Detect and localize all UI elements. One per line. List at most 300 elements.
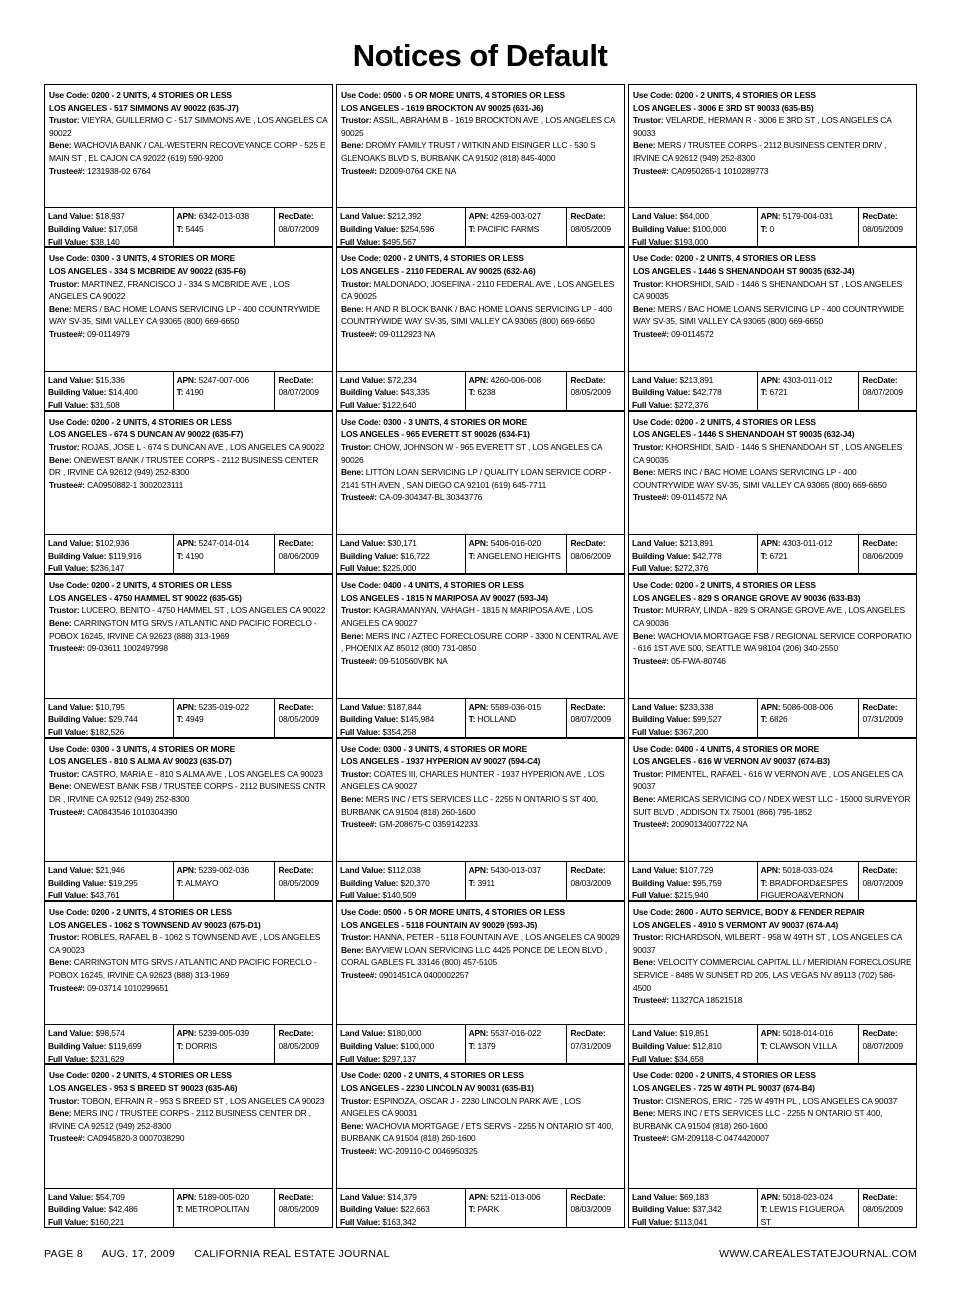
land-value	[632, 210, 754, 223]
tract	[177, 386, 272, 399]
land-value-value: $213,891	[679, 374, 714, 385]
land-value-label: Land Value:	[340, 374, 386, 385]
apn	[761, 1027, 856, 1040]
full-value-value: $38,140	[90, 236, 120, 247]
land-value-value: $213,891	[679, 538, 714, 549]
recdate-value: 07/31/2009	[862, 714, 903, 725]
tract-label: T:	[760, 1204, 768, 1215]
full-value-label: Full Value:	[48, 890, 89, 901]
use-code: Use Code: 0200 - 2 UNITS, 4 STORIES OR LESS	[633, 90, 816, 100]
full-value	[340, 562, 462, 575]
use-code: Use Code: 0300 - 3 UNITS, 4 STORIES OR MORE	[49, 253, 236, 264]
trustee-number	[633, 994, 912, 1007]
apn	[761, 210, 856, 223]
notice-entry	[628, 411, 917, 574]
full-value	[340, 1216, 462, 1229]
notice-details	[628, 84, 917, 207]
trustor	[633, 931, 912, 956]
building-value-value: $14,400	[108, 387, 138, 398]
recdate-value: 08/05/2009	[278, 1204, 319, 1215]
notice-details	[336, 738, 625, 861]
tract	[469, 550, 564, 563]
notice-values	[44, 1024, 333, 1064]
apn-label: APN:	[468, 211, 489, 222]
full-value-value: $182,526	[90, 726, 125, 737]
full-value-label: Full Value:	[632, 890, 673, 901]
land-value-value: $72,234	[387, 374, 417, 385]
building-value	[340, 877, 462, 890]
land-value-value: $64,000	[679, 211, 709, 222]
building-value-label: Building Value:	[632, 387, 691, 398]
notice-details	[336, 411, 625, 534]
apn-cell	[758, 699, 860, 737]
apn-value: 5189-005-020	[198, 1191, 249, 1202]
tract-value: 6826	[769, 714, 788, 725]
beneficiary	[49, 780, 328, 805]
full-value-value: $122,640	[382, 399, 417, 410]
full-value-label: Full Value:	[48, 236, 89, 247]
tract-value: 6721	[769, 550, 788, 561]
beneficiary-label: Bene:	[341, 140, 364, 151]
recdate-cell	[859, 1189, 916, 1227]
use-code: Use Code: 0200 - 2 UNITS, 4 STORIES OR LESS	[633, 580, 816, 591]
full-value	[632, 1053, 754, 1066]
use-code: Use Code: 0500 - 5 OR MORE UNITS, 4 STORIES OR LESS	[341, 90, 565, 100]
recdate-cell	[567, 372, 624, 410]
value-cell	[337, 1025, 466, 1063]
building-value-value: $37,342	[692, 1204, 722, 1215]
apn-cell	[466, 372, 568, 410]
building-value-value: $99,527	[692, 714, 722, 725]
recdate-value: 08/05/2009	[278, 1040, 319, 1051]
trustee-number	[49, 982, 328, 995]
land-value-value: $18,937	[95, 211, 125, 222]
trustor	[49, 1095, 328, 1108]
building-value	[48, 550, 170, 563]
apn-value: 5211-013-006	[490, 1191, 541, 1202]
recdate-value: 08/05/2009	[278, 714, 319, 725]
apn	[761, 537, 856, 550]
beneficiary-value: WACHOVIA MORTGAGE FSB / REGIONAL SERVICE CORPORATIO - 616 1ST AVE 500, SEATTLE WA 98104 (206) 340-2550	[633, 630, 912, 654]
apn-value: 5430-013-037	[490, 864, 541, 875]
land-value-label: Land Value:	[340, 701, 386, 712]
full-value-value: $34,658	[674, 1053, 704, 1064]
trustor-label: Trustor:	[49, 768, 80, 779]
trustor-value: COATES III, CHARLES HUNTER - 1937 HYPERION AVE , LOS ANGELES CA 90027	[341, 768, 605, 792]
value-cell	[337, 699, 466, 737]
trustor	[341, 278, 620, 303]
land-value	[340, 537, 462, 550]
tract-label: T:	[760, 877, 768, 888]
building-value-label: Building Value:	[340, 877, 399, 888]
trustee-number-value: WC-209110-C 0046950325	[379, 1145, 478, 1156]
beneficiary-label: Bene:	[49, 140, 72, 151]
apn	[469, 864, 564, 877]
beneficiary-label: Bene:	[633, 467, 656, 478]
recdate-label: RecDate:	[570, 1028, 606, 1039]
use-code: Use Code: 0300 - 3 UNITS, 4 STORIES OR MORE	[341, 416, 528, 427]
building-value-label: Building Value:	[340, 387, 399, 398]
trustor-value: CHOW, JOHNSON W - 965 EVERETT ST , LOS ANGELES CA 90026	[341, 441, 602, 465]
notice-entry	[44, 411, 333, 574]
tract-value: CLAWSON V1LLA	[769, 1040, 837, 1051]
apn-value: 5086-008-006	[782, 701, 833, 712]
tract	[761, 713, 856, 726]
land-value-value: $233,338	[679, 701, 714, 712]
land-value	[340, 701, 462, 714]
apn-cell	[174, 862, 276, 900]
beneficiary-label: Bene:	[633, 793, 656, 804]
property-address: LOS ANGELES - 1815 N MARIPOSA AV 90027 (593-J4)	[341, 592, 548, 603]
use-code: Use Code: 0200 - 2 UNITS, 4 STORIES OR LESS	[633, 416, 816, 427]
land-value-label: Land Value:	[48, 538, 94, 549]
trustor-value: RICHARDSON, WILBERT - 958 W 49TH ST , LOS ANGELES CA 90037	[633, 932, 902, 955]
full-value	[632, 889, 754, 902]
land-value	[48, 864, 170, 877]
value-cell	[45, 372, 174, 410]
trustee-number-label: Trustee#:	[633, 995, 669, 1006]
land-value-value: $102,936	[95, 538, 130, 549]
full-value-value: $495,567	[382, 236, 417, 247]
tract	[469, 386, 564, 399]
property-address: LOS ANGELES - 953 S BREED ST 90023 (635-A6)	[49, 1082, 238, 1093]
recdate-cell	[859, 862, 916, 900]
land-value	[632, 374, 754, 387]
apn-label: APN:	[760, 374, 781, 385]
apn	[469, 210, 564, 223]
value-cell	[337, 535, 466, 573]
tract	[177, 223, 272, 236]
apn-label: APN:	[176, 374, 197, 385]
tract-label: T:	[468, 1204, 476, 1215]
apn-value: 4260-006-008	[490, 374, 541, 385]
apn-cell	[466, 208, 568, 246]
recdate-cell	[275, 1025, 332, 1063]
trustor	[341, 1095, 620, 1120]
notice-entry	[628, 901, 917, 1064]
apn-cell	[758, 208, 860, 246]
tract-value: DORRIS	[185, 1040, 218, 1051]
recdate-label: RecDate:	[862, 701, 898, 712]
building-value-value: $16,722	[400, 550, 430, 561]
trustee-number-label: Trustee#:	[633, 165, 669, 176]
tract-value: 6238	[477, 387, 496, 398]
tract-label: T:	[176, 1204, 184, 1215]
land-value-value: $14,379	[387, 1191, 417, 1202]
trustor-value: ASSIL, ABRAHAM B - 1619 BROCKTON AVE , LOS ANGELES CA 90025	[341, 115, 615, 138]
notice-details	[336, 574, 625, 697]
apn-label: APN:	[468, 538, 489, 549]
recdate-label: RecDate:	[570, 374, 606, 385]
notice-values	[44, 861, 333, 901]
notice-values	[336, 371, 625, 411]
apn-cell	[174, 535, 276, 573]
full-value	[48, 236, 170, 249]
trustor	[49, 768, 328, 781]
beneficiary	[633, 630, 912, 655]
notice-details	[628, 411, 917, 534]
building-value	[632, 550, 754, 563]
trustee-number-value: 11327CA 18521518	[671, 995, 743, 1006]
full-value-label: Full Value:	[632, 563, 673, 574]
trustor-value: LUCERO, BENITO - 4750 HAMMEL ST , LOS ANGELES CA 90022	[81, 605, 326, 616]
tract-label: T:	[760, 714, 768, 725]
property-address: LOS ANGELES - 3006 E 3RD ST 90033 (635-B5)	[633, 102, 814, 113]
trustee-number-value: CA-09-304347-BL 30343776	[379, 492, 483, 503]
tract	[177, 713, 272, 726]
notice-values	[628, 1024, 917, 1064]
trustor	[633, 114, 912, 139]
land-value-label: Land Value:	[632, 864, 678, 875]
beneficiary-label: Bene:	[49, 1108, 72, 1119]
beneficiary	[633, 303, 912, 328]
beneficiary-value: MERS INC / ETS SERVICES LLC - 2255 N ONTARIO ST 400, BURBANK CA 91504 (818) 260-1600	[633, 1108, 883, 1131]
tract-label: T:	[176, 1040, 184, 1051]
building-value	[632, 877, 754, 890]
building-value-label: Building Value:	[340, 714, 399, 725]
beneficiary-label: Bene:	[49, 781, 72, 792]
beneficiary	[633, 139, 912, 164]
recdate-label: RecDate:	[570, 864, 606, 875]
trustee-number	[633, 818, 912, 831]
land-value-value: $112,038	[387, 864, 421, 875]
full-value-label: Full Value:	[48, 726, 89, 737]
notice-entry	[44, 738, 333, 901]
trustor-value: MALDONADO, JOSEFINA - 2110 FEDERAL AVE , LOS ANGELES CA 90025	[341, 278, 615, 302]
apn-cell	[174, 1025, 276, 1063]
trustee-number-value: CA0945820-3 0007038290	[87, 1133, 185, 1144]
page-footer	[44, 1248, 917, 1262]
tract-label: T:	[176, 877, 184, 888]
trustor-label: Trustor:	[633, 768, 664, 779]
land-value-label: Land Value:	[340, 1191, 386, 1202]
trustor-label: Trustor:	[341, 278, 372, 289]
use-code: Use Code: 0500 - 5 OR MORE UNITS, 4 STORIES OR LESS	[341, 906, 565, 917]
recdate-cell	[859, 208, 916, 246]
tract-label: T:	[176, 550, 184, 561]
trustee-number-label: Trustee#:	[341, 655, 377, 666]
apn	[469, 374, 564, 387]
trustee-number-value: 1231938-02 6764	[87, 165, 151, 176]
recdate-value: 08/07/2009	[862, 387, 903, 398]
full-value-value: $367,200	[674, 726, 709, 737]
land-value	[48, 701, 170, 714]
full-value-label: Full Value:	[340, 1053, 381, 1064]
property-address: LOS ANGELES - 4750 HAMMEL ST 90022 (635-G5)	[49, 592, 242, 603]
trustor-value: ESPINOZA, OSCAR J - 2230 LINCOLN PARK AVE , LOS ANGELES CA 90031	[341, 1095, 581, 1119]
trustee-number-label: Trustee#:	[49, 643, 85, 654]
trustor-value: ROBLES, RAFAEL B - 1062 S TOWNSEND AVE , LOS ANGELES CA 90023	[49, 932, 321, 955]
full-value	[48, 726, 170, 739]
building-value-label: Building Value:	[48, 550, 107, 561]
notice-entry	[44, 901, 333, 1064]
full-value-value: $354,258	[382, 726, 417, 737]
beneficiary-label: Bene:	[341, 467, 364, 478]
trustor	[341, 931, 620, 944]
land-value	[48, 537, 170, 550]
trustor-label: Trustor:	[341, 115, 372, 126]
property-address: LOS ANGELES - 725 W 49TH PL 90037 (674-B4)	[633, 1082, 815, 1093]
land-value-value: $19,851	[679, 1028, 709, 1039]
recdate-label: RecDate:	[862, 211, 898, 222]
trustor-label: Trustor:	[633, 1095, 664, 1106]
notice-entry	[336, 1064, 625, 1227]
beneficiary-label: Bene:	[49, 303, 72, 314]
notice-entry	[44, 84, 333, 247]
tract	[761, 1040, 856, 1053]
tract-label: T:	[176, 387, 184, 398]
apn-label: APN:	[468, 1191, 489, 1202]
building-value-value: $42,778	[692, 550, 722, 561]
building-value-value: $145,984	[400, 714, 435, 725]
recdate-label: RecDate:	[278, 1028, 314, 1039]
land-value-label: Land Value:	[632, 1191, 678, 1202]
trustor-label: Trustor:	[341, 932, 372, 943]
apn-label: APN:	[760, 211, 781, 222]
recdate-value: 08/07/2009	[278, 387, 319, 398]
full-value-value: $160,221	[90, 1216, 125, 1227]
land-value-value: $21,946	[95, 864, 125, 875]
beneficiary-value: MERS INC / BAC HOME LOANS SERVICING LP - 400 COUNTRYWIDE WAY SV-35, SIMI VALLEY CA 93065 (800) 669-6650	[633, 467, 887, 490]
recdate-cell	[859, 1025, 916, 1063]
land-value	[48, 374, 170, 387]
notice-values	[44, 207, 333, 247]
building-value-value: $17,058	[108, 223, 138, 234]
trustor	[633, 441, 912, 466]
notice-values	[628, 861, 917, 901]
building-value-value: $22,663	[400, 1204, 430, 1215]
full-value	[340, 399, 462, 412]
recdate-cell	[567, 862, 624, 900]
full-value-value: $193,000	[674, 236, 709, 247]
building-value-label: Building Value:	[48, 1204, 107, 1215]
beneficiary-value: DROMY FAMILY TRUST / WITKIN AND EISINGER LLC - 530 S GLENOAKS BLVD S, BURBANK CA 91502 (818) 845-4000	[341, 140, 596, 163]
trustee-number	[341, 818, 620, 831]
notice-details	[336, 84, 625, 207]
beneficiary-label: Bene:	[341, 630, 364, 641]
land-value-label: Land Value:	[48, 1191, 94, 1202]
apn-cell	[758, 1189, 860, 1227]
trustor	[49, 604, 328, 617]
property-address: LOS ANGELES - 1446 S SHENANDOAH ST 90035 (632-J4)	[633, 429, 855, 440]
trustor	[49, 931, 328, 956]
beneficiary-value: AMERICAS SERVICING CO / NDEX WEST LLC - 15000 SURVEYOR SUIT BLVD , ADDISON TX 75001 (866) 795-1852	[633, 793, 911, 817]
tract	[469, 223, 564, 236]
land-value	[632, 537, 754, 550]
property-address: LOS ANGELES - 517 SIMMONS AV 90022 (635-J7)	[49, 102, 239, 113]
apn-label: APN:	[760, 701, 781, 712]
land-value-value: $180,000	[387, 1028, 422, 1039]
notice-values	[44, 1188, 333, 1228]
tract	[177, 1040, 272, 1053]
apn-value: 5235-019-022	[198, 701, 249, 712]
building-value	[632, 713, 754, 726]
notice-details	[628, 901, 917, 1024]
recdate-label: RecDate:	[570, 701, 606, 712]
tract-label: T:	[468, 714, 476, 725]
building-value-label: Building Value:	[632, 550, 691, 561]
tract-value: METROPOLITAN	[185, 1204, 250, 1215]
tract	[469, 713, 564, 726]
land-value	[48, 1191, 170, 1204]
building-value	[340, 386, 462, 399]
tract	[761, 386, 856, 399]
trustee-number-value: 09-03714 1010299651	[87, 982, 169, 993]
full-value-value: $113,041	[674, 1216, 708, 1227]
land-value-value: $212,392	[387, 211, 422, 222]
notice-details	[628, 247, 917, 370]
apn	[469, 701, 564, 714]
trustee-number-value: 09-0114572	[671, 328, 714, 339]
beneficiary-value: CARRINGTON MTG SRVS / ATLANTIC AND PACIFIC FORECLO - POBOX 16245, IRVINE CA 92623 (888) 313-1969	[49, 617, 317, 641]
full-value	[48, 562, 170, 575]
beneficiary-label: Bene:	[341, 793, 364, 804]
building-value-value: $12,810	[692, 1040, 722, 1051]
recdate-label: RecDate:	[278, 211, 314, 222]
recdate-cell	[567, 699, 624, 737]
trustee-number	[49, 642, 328, 655]
apn-cell	[758, 535, 860, 573]
value-cell	[629, 208, 758, 246]
land-value-value: $30,171	[387, 538, 417, 549]
trustee-number-label: Trustee#:	[341, 1145, 377, 1156]
building-value	[632, 1040, 754, 1053]
notice-column	[336, 84, 625, 1233]
notice-entry	[44, 1064, 333, 1227]
tract-label: T:	[760, 550, 768, 561]
trustor-label: Trustor:	[49, 1095, 80, 1106]
apn-value: 5239-005-039	[198, 1028, 249, 1039]
apn-value: 5247-014-014	[198, 538, 249, 549]
trustee-number-label: Trustee#:	[633, 819, 669, 830]
notice-details	[336, 901, 625, 1024]
building-value-value: $95,759	[692, 877, 722, 888]
full-value-label: Full Value:	[48, 1216, 89, 1227]
notice-details	[44, 1064, 333, 1187]
trustor	[633, 1095, 912, 1108]
apn	[469, 1191, 564, 1204]
trustee-number-value: 09-03611 1002497998	[87, 643, 168, 654]
tract-value: HOLLAND	[477, 714, 516, 725]
full-value	[340, 726, 462, 739]
trustor-label: Trustor:	[341, 441, 372, 452]
property-address: LOS ANGELES - 810 S ALMA AV 90023 (635-D7)	[49, 756, 232, 767]
trustee-number	[341, 1145, 620, 1158]
value-cell	[629, 535, 758, 573]
apn-value: 4303-011-012	[782, 374, 833, 385]
trustor-value: KAGRAMANYAN, VAHAGH - 1815 N MARIPOSA AVE , LOS ANGELES CA 90027	[341, 605, 593, 628]
tract-value: 4190	[185, 550, 204, 561]
building-value-label: Building Value:	[48, 877, 107, 888]
recdate-cell	[275, 208, 332, 246]
apn-cell	[466, 1025, 568, 1063]
tract	[177, 550, 272, 563]
tract-value: ANGELENO HEIGHTS	[476, 550, 561, 561]
tract	[177, 877, 272, 890]
trustee-number-label: Trustee#:	[341, 969, 377, 980]
apn	[761, 1191, 856, 1204]
value-cell	[629, 372, 758, 410]
full-value	[632, 562, 754, 575]
beneficiary	[341, 630, 620, 655]
apn-value: 5018-033-024	[782, 864, 833, 875]
value-cell	[45, 208, 174, 246]
beneficiary	[341, 139, 620, 164]
beneficiary-value: LITTON LOAN SERVICING LP / QUALITY LOAN SERVICE CORP - 2141 5TH AVEN , SAN DIEGO CA 92101 (619) 645-7711	[341, 467, 612, 490]
land-value	[48, 1027, 170, 1040]
full-value-label: Full Value:	[632, 726, 673, 737]
notice-values	[336, 861, 625, 901]
